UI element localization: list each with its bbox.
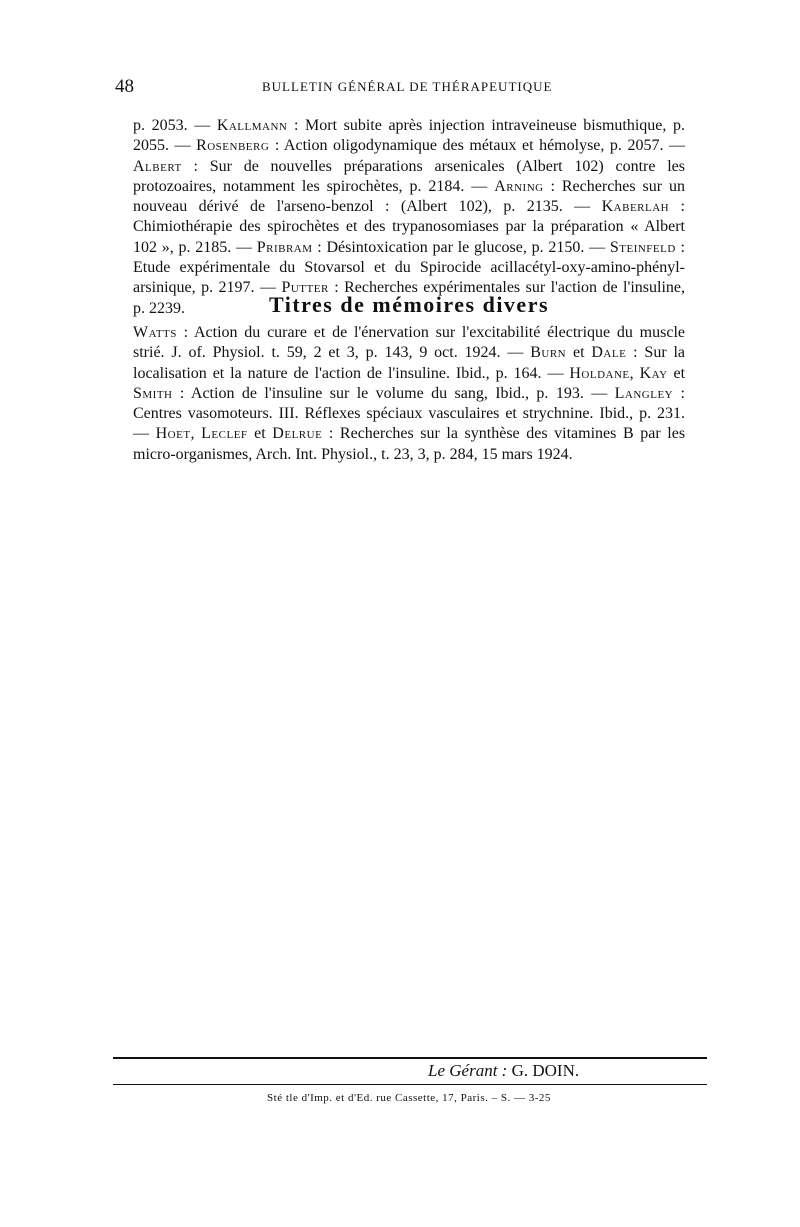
text-run: : Recherches expérimentales sur l'action de l'insuline, p. 2239. [133,279,685,317]
author-name: Holdane [569,364,630,382]
text-run: et [566,344,592,362]
author-name: Langley [614,384,674,402]
author-name: Kallmann [216,117,288,134]
page-number: 48 [115,76,134,97]
paragraph-text [133,116,685,319]
text-run: : Etude expérimentale du Stovarsol et du Spirocide acillacétyl-oxy-amino-phényl-arsinique, p. 2197. — [133,238,686,297]
text-run: , [190,425,202,443]
bibliography-paragraph-2 [133,323,685,465]
author-name: Albert [133,157,182,175]
text-run: : Mort subite après injection intraveineuse bismuthique, p. 2055. — [133,117,686,155]
gerant-name: G. DOIN. [511,1061,580,1080]
gerant-label: Le Gérant : [428,1061,508,1080]
author-name: Watts [133,324,177,341]
text-run: : Recherches sur la synthèse des vitamines B par les micro-organismes, Arch. Int. Physiol., t. 23, 3, p. 284, 15 mars 1924. [133,425,686,463]
gerant-signature [428,1061,579,1081]
text-run: et [247,425,273,443]
author-name: Burn [530,344,567,362]
text-run: p. 2053. — [133,117,217,134]
printer-imprint: Sté tle d'Imp. et d'Ed. rue Cassette, 17, Paris. – S. — 3-25 [267,1092,551,1104]
author-name: Kaberlah [601,198,670,216]
text-run: : Action du curare et de l'énervation sur l'excitabilité électrique du muscle strié. J. of. Physiol. t. 59, 2 et 3, p. 143, 9 oct. 1924. — [133,324,685,362]
author-name: Steinfeld [609,238,676,256]
text-run: : Sur la localisation et la nature de l'action de l'insuline. Ibid., p. 164. — [133,344,686,382]
author-name: Arning [494,177,544,195]
text-run: et [667,364,686,382]
footer-rule-top [113,1057,707,1059]
text-run: : Action de l'insuline sur le volume du sang, Ibid., p. 193. — [172,384,615,402]
text-run: : Action oligodynamique des métaux et hémolyse, p. 2057. — [269,137,685,155]
author-name: Leclef [201,425,248,443]
bibliography-paragraph-1 [133,116,685,319]
text-run: : Désintoxication par le glucose, p. 2150. — [312,238,610,256]
text-run: : Centres vasomoteurs. III. Réflexes spéciaux vasculaires et strychnine. Ibid., p. 231. — [133,384,685,443]
text-run: : Sur de nouvelles préparations arsenicales (Albert 102) contre les protozoaires, notamment les spirochètes, p. 2184. — [133,157,685,195]
author-name: Pribram [256,238,313,256]
author-name: Dale [591,344,627,362]
text-run: , [629,364,640,382]
author-name: Hoet [155,425,191,443]
paragraph-text [133,323,685,465]
author-name: Smith [133,384,173,402]
section-heading: Titres de mémoires divers [268,292,550,317]
author-name: Kay [639,364,668,382]
footer-rule-bottom [113,1084,707,1085]
author-name: Putter [281,279,329,297]
running-head: BULLETIN GÉNÉRAL DE THÉRAPEUTIQUE [262,79,553,94]
author-name: Rosenberg [196,137,270,155]
author-name: Delrue [272,425,323,443]
text-run: : Recherches sur un nouveau dérivé de l'arseno-benzol : (Albert 102), p. 2135. — [133,177,686,216]
text-run: : Chimiothérapie des spirochètes et des trypanosomiases par la préparation « Albert 102 », p. 2185. — [133,198,685,256]
